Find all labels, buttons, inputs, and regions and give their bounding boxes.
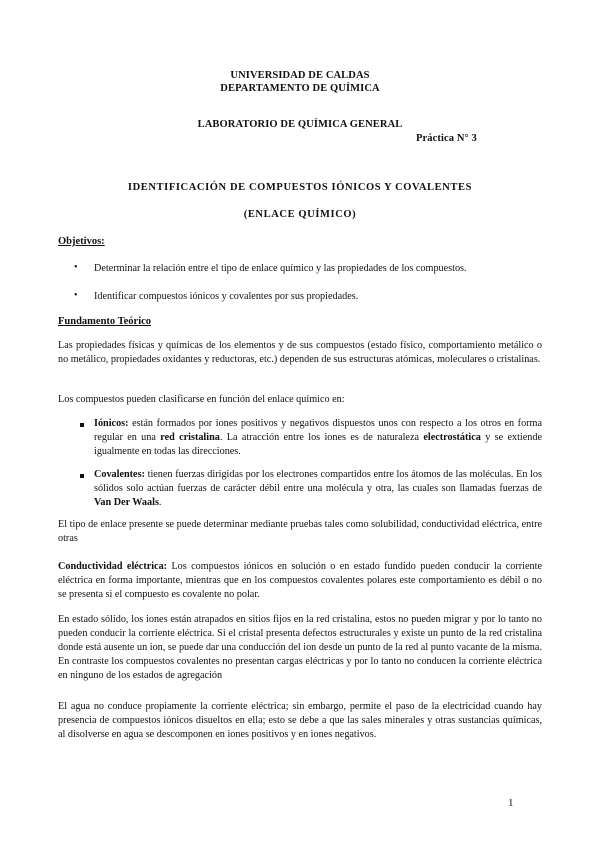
ionic-description (94, 417, 542, 459)
theory-heading: Fundamento Teórico (58, 316, 152, 327)
ionic-bold-a: red cristalina (160, 432, 220, 443)
ionic-term: Iónicos: (94, 418, 129, 429)
conductivity-paragraph (58, 560, 542, 602)
covalent-description (94, 468, 542, 510)
covalent-bold-a: Van Der Waals (94, 497, 159, 508)
ionic-text-b: . La atracción entre los iones es de naturaleza (219, 432, 424, 443)
document-title: IDENTIFICACIÓN DE COMPUESTOS IÓNICOS Y COVALENTES (127, 182, 473, 193)
theory-paragraph-1: Las propiedades físicas y químicas de los elementos y de sus compuestos (estado físico, comportamiento metálico o no metálico, propiedades oxidantes y reductoras, etc.) dependen de sus estructuras atómicas, moleculares o cristalinas. (58, 340, 542, 365)
ionic-bold-b: electrostática (423, 432, 481, 443)
theory-paragraph-5: El agua no conduce propiamente la corriente eléctrica; sin embargo, permite el paso de la electricidad cuando hay presencia de compuestos iónicos disueltos en ella; esto se debe a que las sales minerales y otras sustancias químicas, al disolverse en agua se descomponen en iones positivos y en iones negativos. (58, 701, 542, 740)
covalent-text-a: tienen fuerzas dirigidas por los electrones compartidos entre los átomos de las moléculas. En los sólidos solo actúan fuerzas de carácter débil entre una molécula y otra, las cuales son llamadas fuerzas de (94, 469, 542, 494)
covalent-term: Covalentes: (94, 469, 145, 480)
lab-name: LABORATORIO DE QUÍMICA GENERAL (197, 119, 403, 130)
bullet-dot-icon: • (74, 290, 78, 301)
bullet-dot-icon: • (74, 262, 78, 273)
objectives-heading: Objetivos: (58, 236, 105, 247)
covalent-text-b: . (158, 497, 162, 508)
practice-number: Práctica N° 3 (416, 133, 477, 144)
page-number: 1 (508, 797, 514, 809)
bullet-square-icon (80, 423, 84, 427)
conductivity-term: Conductividad eléctrica: (58, 561, 168, 572)
bullet-square-icon (80, 474, 84, 478)
theory-paragraph-3: El tipo de enlace presente se puede determinar mediante pruebas tales como solubilidad, conductividad eléctrica, entre otras (58, 519, 542, 544)
objective-item-2: Identificar compuestos iónicos y covalentes por sus propiedades. (94, 291, 359, 302)
conductivity-text: Los compuestos iónicos en solución o en estado fundido pueden conducir la corriente eléctrica en forma importante, mientras que en los compuestos covalentes polares este comportamiento es débil o no se presenta si el compuesto es covalente no polar. (58, 561, 542, 600)
document-subtitle: (ENLACE QUÍMICO) (243, 209, 357, 220)
university-name: UNIVERSIDAD DE CALDAS (230, 70, 370, 81)
department-name: DEPARTAMENTO DE QUÍMICA (220, 83, 380, 94)
theory-paragraph-2: Los compuestos pueden clasificarse en función del enlace químico en: (58, 394, 345, 405)
ionic-text-a: están formados por iones positivos y negativos dispuestos unos con respecto a los otros en forma regular en una (94, 418, 542, 443)
ionic-text-c: y se extiende igualmente en todas las direcciones. (94, 432, 542, 457)
theory-paragraph-4: En estado sólido, los iones están atrapados en sitios fijos en la red cristalina, estos no pueden migrar y por lo tanto no pueden conducir la corriente eléctrica. Si el cristal presenta defectos estructurales y existe un punto de la red cristalina donde está ausente un ion, se puede dar una conducción del ion desde un punto de la red al punto vacante de la misma. En contraste los compuestos covalentes no presentan cargas eléctricas y por lo tanto no conducen la corriente eléctrica en ninguno de los estados de agregación (58, 614, 542, 681)
objective-item-1: Determinar la relación entre el tipo de enlace químico y las propiedades de los compuestos. (94, 263, 467, 274)
